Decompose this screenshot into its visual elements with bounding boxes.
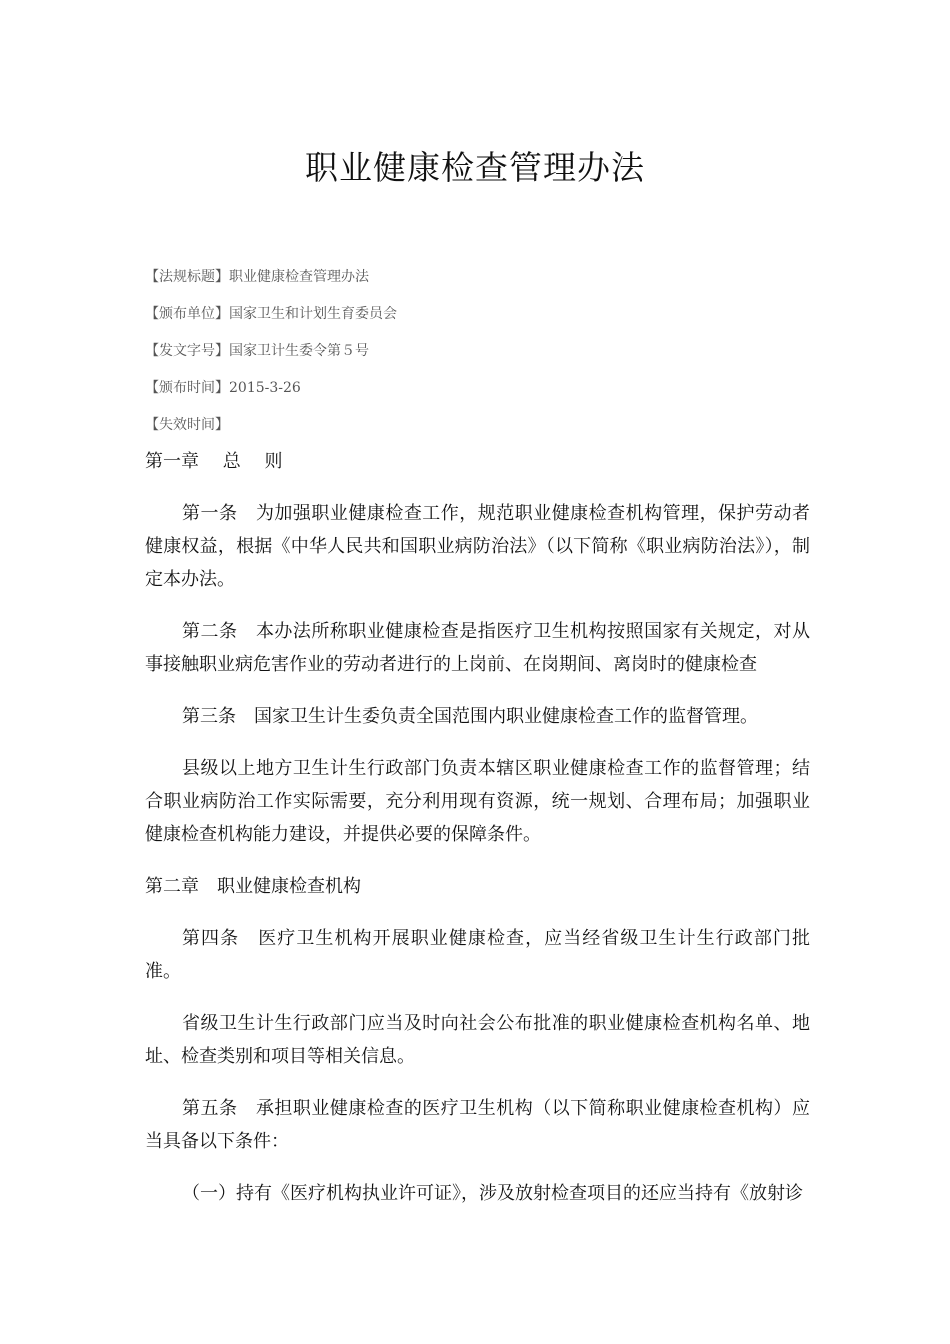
list-item: （一）持有《医疗机构执业许可证》，涉及放射检查项目的还应当持有《放射诊 [182, 1183, 803, 1204]
article-paragraph: 省级卫生计生行政部门应当及时向社会公布批准的职业健康检查机构名单、地址、检查类别和项目等相关信息。 [145, 1013, 810, 1067]
meta-law-title: 【法规标题】职业健康检查管理办法 [145, 269, 369, 285]
article-paragraph: 第五条 承担职业健康检查的医疗卫生机构（以下简称职业健康检查机构）应当具备以下条件： [145, 1098, 810, 1152]
meta-issue-date: 【颁布时间】2015-3-26 [145, 380, 301, 396]
document-body [145, 445, 810, 1229]
chapter-heading: 第一章 总 则 [145, 451, 283, 472]
article-paragraph: 第一条 为加强职业健康检查工作，规范职业健康检查机构管理，保护劳动者健康权益，根据《中华人民共和国职业病防治法》（以下简称《职业病防治法》），制定本办法。 [145, 503, 810, 590]
chapter-heading: 第二章 职业健康检查机构 [145, 876, 361, 897]
meta-document-number: 【发文字号】国家卫计生委令第５号 [145, 343, 369, 359]
article-paragraph: 第四条 医疗卫生机构开展职业健康检查，应当经省级卫生计生行政部门批准。 [145, 928, 810, 982]
article-paragraph: 第二条 本办法所称职业健康检查是指医疗卫生机构按照国家有关规定，对从事接触职业病危害作业的劳动者进行的上岗前、在岗期间、离岗时的健康检查 [145, 621, 810, 675]
article-paragraph: 县级以上地方卫生计生行政部门负责本辖区职业健康检查工作的监督管理；结合职业病防治工作实际需要，充分利用现有资源，统一规划、合理布局；加强职业健康检查机构能力建设，并提供必要的保障条件。 [145, 758, 810, 845]
article-paragraph: 第三条 国家卫生计生委负责全国范围内职业健康检查工作的监督管理。 [182, 706, 758, 727]
document-title: 职业健康检查管理办法 [305, 148, 645, 187]
meta-issuer: 【颁布单位】国家卫生和计划生育委员会 [145, 306, 397, 322]
meta-expiry-date: 【失效时间】 [145, 417, 229, 433]
